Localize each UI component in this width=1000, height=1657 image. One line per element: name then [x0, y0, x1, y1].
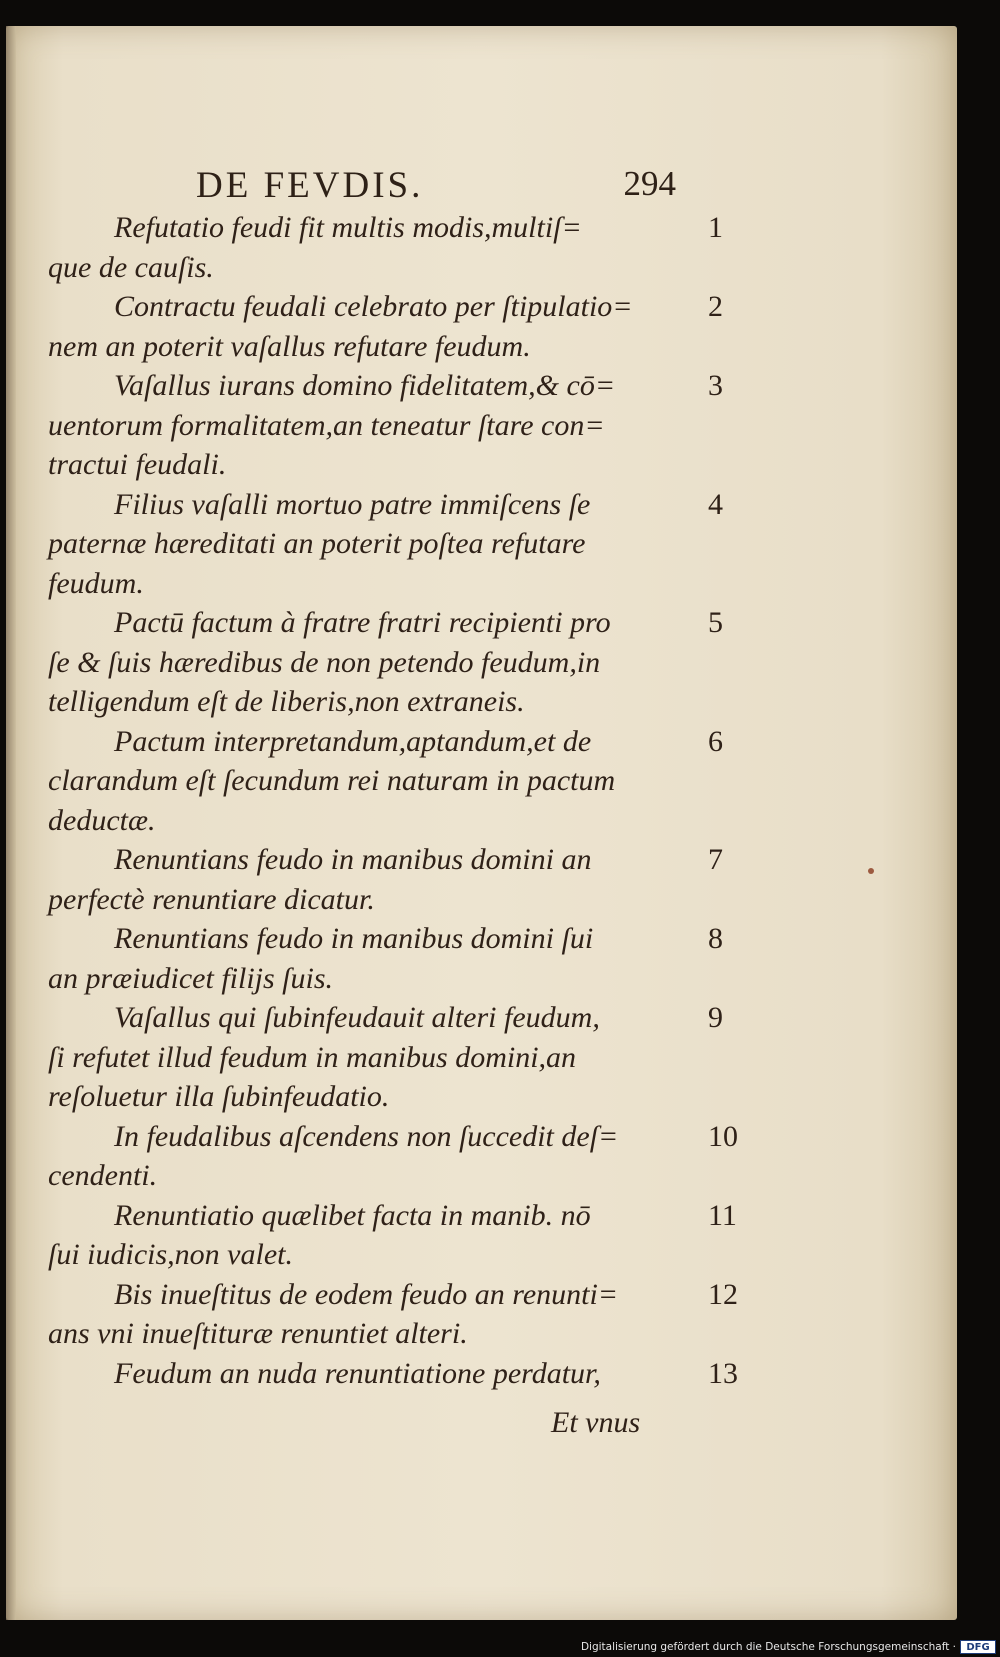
dfg-logo[interactable]: DFG	[960, 1640, 996, 1654]
book-page	[6, 26, 957, 1620]
summary-entry	[48, 1354, 738, 1394]
entry-number: 13	[708, 1356, 738, 1390]
summary-entry	[48, 1275, 738, 1354]
entry-text: Renuntiatio quælibet facta in manib. nō ſui iudicis,non valet.	[48, 1198, 591, 1271]
ink-speck	[868, 868, 874, 874]
entry-number: 3	[708, 369, 723, 402]
entry-text: In feudalibus aſcendens non ſuccedit deſ= cendenti.	[48, 1119, 619, 1192]
summary-entry	[48, 1196, 737, 1275]
entry-number: 5	[708, 606, 723, 639]
summary-entry	[48, 1117, 738, 1196]
running-head	[196, 164, 676, 208]
entry-text: Renuntians feudo in manibus domini an perfectè renuntiare dicatur.	[48, 843, 592, 916]
entry-text: Pactū factum à fratre fratri recipienti pro ſe & ſuis hæredibus de non petendo feudum,in telligendum eſt de liberis,non extraneis.	[48, 606, 611, 718]
entry-text: Pactum interpretandum,aptandum,et de clarandum eſt ſecundum rei naturam in pactum deductæ.	[48, 724, 616, 837]
entry-number: 2	[708, 290, 723, 323]
summary-entry	[48, 208, 723, 287]
page-number: 294	[623, 164, 676, 203]
entry-number: 4	[708, 487, 723, 521]
summary-entry	[48, 998, 723, 1117]
summary-list	[48, 208, 748, 1393]
summary-entry	[48, 722, 723, 841]
entry-number: 8	[708, 922, 723, 955]
entry-text: Vaſallus qui ſubinfeudauit alteri feudum, ſi refutet illud feudum in manibus domini,an reſoluetur illa ſubinfeudatio.	[48, 1001, 600, 1113]
summary-entry	[48, 485, 723, 604]
entry-text: Filius vaſalli mortuo patre immiſcens ſe paternæ hæreditati an poterit poſtea refutare feudum.	[48, 487, 591, 600]
entry-text: Bis inueſtitus de eodem feudo an renunti= ans vni inueſtituræ renuntiet alteri.	[48, 1277, 619, 1350]
summary-entry	[48, 366, 723, 485]
summary-entry	[48, 840, 723, 919]
entry-text: Vaſallus iurans domino fidelitatem,& cō= uentorum formalitatem,an teneatur ſtare con= tractui feudali.	[48, 369, 616, 481]
entry-text: Feudum an nuda renuntiatione perdatur,	[114, 1356, 601, 1390]
entry-text: Renuntians feudo in manibus domini ſui an præiudicet filijs ſuis.	[48, 922, 594, 995]
entry-number: 10	[708, 1119, 738, 1153]
entry-number: 6	[708, 724, 723, 758]
running-title: DE FEVDIS.	[196, 165, 424, 206]
summary-entry	[48, 287, 723, 366]
catchword: Et vnus	[551, 1406, 641, 1439]
summary-entry	[48, 603, 723, 722]
entry-number: 11	[708, 1198, 737, 1232]
entry-text: Contractu feudali celebrato per ſtipulatio= nem an poterit vaſallus refutare feudum.	[48, 290, 633, 363]
entry-number: 7	[708, 843, 723, 876]
entry-number: 9	[708, 1001, 723, 1034]
entry-number: 1	[708, 211, 723, 244]
summary-entry	[48, 919, 723, 998]
digitization-credit[interactable]: Digitalisierung gefördert durch die Deutsche Forschungsgemeinschaft ·	[580, 1641, 956, 1653]
entry-text: Refutatio feudi fit multis modis,multiſ= que de cauſis.	[48, 211, 582, 284]
entry-number: 12	[708, 1277, 738, 1311]
